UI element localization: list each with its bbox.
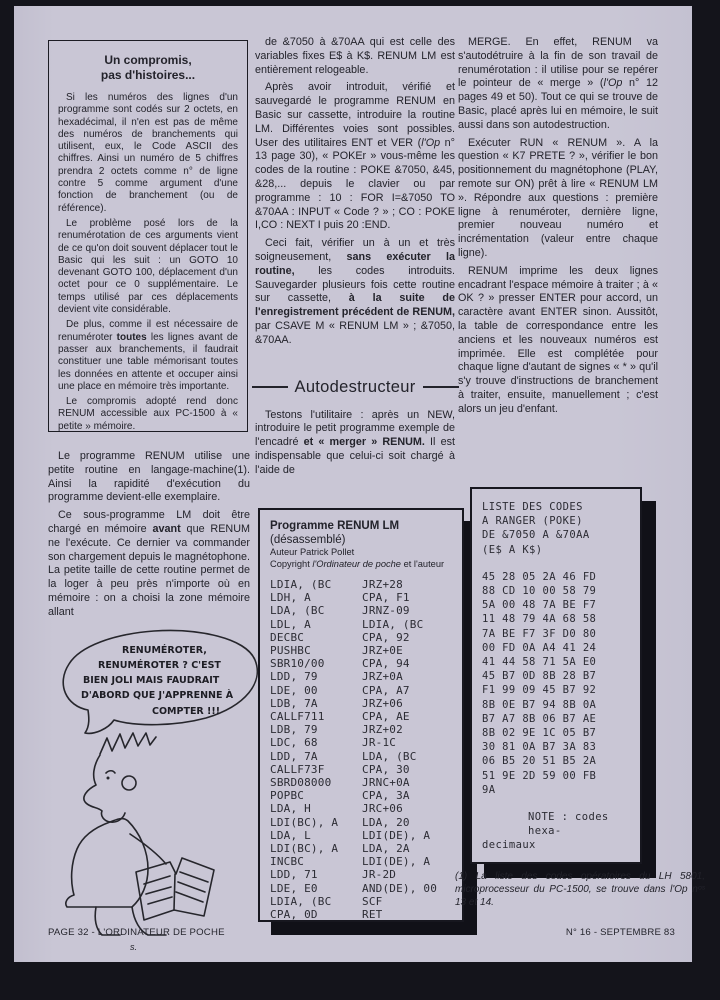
- artist-signature: s.: [130, 942, 138, 952]
- hex-row: 45 B7 0D 8B 28 B7: [482, 670, 597, 683]
- program-listing-box: [258, 508, 464, 922]
- code-row: [270, 736, 452, 749]
- footer-issue-label: N° 16 - SEPTEMBRE 83: [565, 927, 675, 938]
- code-row: [270, 710, 452, 723]
- column-3-text: [458, 36, 658, 511]
- code-left-cell: INCBC: [270, 855, 305, 869]
- hex-row: 51 9E 2D 59 00 FB: [482, 769, 597, 782]
- code-left-cell: LDA, H: [270, 802, 311, 816]
- listing-title: Programme RENUM LM (désassemblé): [270, 520, 400, 546]
- hex-row: 06 B5 20 51 B5 2A: [482, 755, 597, 768]
- hex-row: 30 81 0A B7 3A 83: [482, 741, 597, 754]
- section-heading-autodestructeur: [255, 378, 455, 397]
- code-right-cell: LDIA, (BC: [362, 617, 424, 631]
- code-row: [270, 816, 452, 829]
- hex-row: 5A 00 48 7A BE F7: [482, 599, 597, 612]
- code-left-cell: LDD, 71: [270, 868, 318, 882]
- character-eyebrow: [106, 771, 115, 773]
- body-paragraph: Ce sous-programme LM doit être chargé en mémoire avant que RENUM ne l'exécute. Ce dernier va commander son chargement depuis le magnétophone. La petite taille de cette routine permet de la loger à peu près n'importe où en mémoire : on a choisi la zone mémoire allant: [48, 509, 250, 618]
- body-paragraph: MERGE. En effet, RENUM va s'autodétruire à la fin de son travail de renumérotation : il utilise pour se repérer le pointeur de « merge » (l'Op n° 12 pages 49 et 50). Tout ce qui se trouve de Basic, placé après lui en mémoire, le suit aussi dans son autodestruction.: [458, 36, 658, 131]
- code-left-cell: SBRD08000: [270, 776, 332, 790]
- code-row: [270, 868, 452, 881]
- section-heading-label: Autodestructeur: [294, 377, 416, 396]
- code-row: [270, 750, 452, 763]
- code-row: [270, 789, 452, 802]
- code-right-cell: AND(DE), 00: [362, 881, 438, 895]
- hex-row: 9A: [482, 783, 496, 796]
- book-text-lines: [144, 872, 208, 904]
- cartoon-illustration: [36, 622, 270, 956]
- body-paragraph: Le programme RENUM utilise une petite routine en langage-machine(1). Ainsi la rapidité d'exécution du programme devient-elle exemplaire.: [48, 450, 250, 504]
- hex-codes-note-line: NOTE : codes hexa-: [528, 811, 609, 838]
- heading-rule-right: [423, 386, 459, 388]
- code-row: [270, 644, 452, 657]
- code-row: [270, 697, 452, 710]
- hex-codes-box: [470, 487, 642, 864]
- code-right-cell: LDI(DE), A: [362, 855, 431, 869]
- cartoon-character: [66, 733, 214, 952]
- character-ear: [122, 776, 136, 790]
- code-right-cell: LDA, (BC: [362, 749, 417, 763]
- character-eye: [107, 777, 110, 780]
- column-2-text: [255, 36, 455, 482]
- code-right-cell: JRC+06: [362, 802, 403, 816]
- code-left-cell: CALLF73F: [270, 762, 325, 776]
- code-row: [270, 657, 452, 670]
- code-left-cell: LDD, 7A: [270, 749, 318, 763]
- code-right-cell: CPA, 30: [362, 762, 410, 776]
- hex-codes-note-line: decimaux: [482, 839, 536, 852]
- listing-copyright: Copyright l'Ordinateur de poche et l'auteur: [270, 558, 445, 569]
- code-row: [270, 855, 452, 868]
- code-right-cell: JRNC+0A: [362, 776, 410, 790]
- intro-box-title: [58, 53, 238, 83]
- code-left-cell: LDE, E0: [270, 881, 318, 895]
- body-paragraph: Exécuter RUN « RENUM ». A la question « K7 PRETE ? », vérifier le bon positionnement du magnétophone (PLAY, remote sur ON) prêt à lire « RENUM LM ». Répondre aux questions : première ligne à renuméroter, dernière ligne, premier nouveau numéro et incrémentation (valeur entre chaque ligne).: [458, 136, 658, 259]
- code-row: [270, 802, 452, 815]
- code-right-cell: JRNZ-09: [362, 604, 410, 618]
- intro-box: [48, 40, 248, 432]
- code-left-cell: CPA, 0D: [270, 908, 318, 922]
- code-right-cell: CPA, 92: [362, 630, 410, 644]
- hex-row: 7A BE F7 3F D0 80: [482, 627, 597, 640]
- code-row: [270, 842, 452, 855]
- hex-row: F1 99 09 45 B7 92: [482, 684, 597, 697]
- hex-row: 88 CD 10 00 58 79: [482, 585, 597, 598]
- intro-paragraph: Le problème posé lors de la renumérotation de ces arguments vient de ce qu'on doit souvent déplacer tout le Basic qui les suit : un GOTO 10 devenant GOTO 100, déplacement d'un octet pour ce 0 supplémentaire. Le temps utilisé par ces déplacements devient vite considérable.: [58, 217, 238, 316]
- hex-row: 41 44 58 71 5A E0: [482, 656, 597, 669]
- book-spine: [174, 874, 175, 910]
- code-left-cell: LDI(BC), A: [270, 815, 339, 829]
- code-right-cell: JRZ+02: [362, 723, 403, 737]
- code-left-cell: PUSHBC: [270, 644, 311, 658]
- footer-page-label: PAGE 32 - L'ORDINATEUR DE POCHE: [48, 927, 225, 938]
- hex-codes-note: [482, 810, 630, 853]
- code-right-cell: LDA, 20: [362, 815, 410, 829]
- code-row: [270, 763, 452, 776]
- assembly-code-listing: [270, 578, 452, 921]
- code-right-cell: LDA, 2A: [362, 842, 410, 856]
- code-left-cell: LDL, A: [270, 617, 311, 631]
- code-row: [270, 723, 452, 736]
- code-row: [270, 618, 452, 631]
- hex-row: 8B 02 9E 1C 05 B7: [482, 727, 597, 740]
- code-row: [270, 631, 452, 644]
- speech-bubble-text: RENUMÉROTER ? C'EST: [98, 660, 221, 671]
- intro-paragraph: Le compromis adopté rend donc RENUM accessible aux PC-1500 à « petite » mémoire.: [58, 396, 238, 432]
- hex-codes-values: [482, 570, 630, 797]
- speech-bubble-text: RENUMÉROTER,: [122, 645, 207, 656]
- code-row: [270, 776, 452, 789]
- body-paragraph: Testons l'utilitaire : après un NEW, introduire le petit programme exemple de l'encadré et « merger » RENUM. Il est indispensable que celui-ci soit chargé à l'aide de: [255, 408, 455, 476]
- intro-title-line: pas d'histoires...: [100, 68, 196, 82]
- code-left-cell: LDI(BC), A: [270, 842, 339, 856]
- code-right-cell: LDI(DE), A: [362, 828, 431, 842]
- hex-row: 11 48 79 4A 68 58: [482, 613, 597, 626]
- body-paragraph: RENUM imprime les deux lignes encadrant l'espace mémoire à traiter ; à « OK ? » presser ENTER pour accord, un caractère avant ENTER sinon. Aussitôt, la table de correspondance entre les anciens et les nouveaux numéros est imprimée. Elle est complétée pour chaque ligne d'autant de signes « * » qu'il s'y trouve d'instructions de branchement à traiter, ensuite, manuellement ; c'est alors un jeu d'enfant.: [458, 264, 658, 415]
- code-left-cell: LDE, 00: [270, 683, 318, 697]
- code-left-cell: LDB, 7A: [270, 696, 318, 710]
- body-paragraph: de &7050 à &70AA qui est celle des variables fixes E$ à K$. RENUM LM est entièrement relogeable.: [255, 36, 455, 76]
- hex-row: 45 28 05 2A 46 FD: [482, 570, 597, 583]
- hex-codes-title-line: A RANGER (POKE): [482, 515, 583, 528]
- code-right-cell: JR-1C: [362, 736, 397, 750]
- code-right-cell: CPA, AE: [362, 710, 410, 724]
- code-left-cell: LDA, L: [270, 828, 311, 842]
- code-right-cell: CPA, F1: [362, 591, 410, 605]
- intro-paragraph: De plus, comme il est nécessaire de renuméroter toutes les lignes avant de passer aux branchements, il faudrait constituer une table mémorisant toutes les données en attente et occuper ainsi une place en mémoire très importante.: [58, 319, 238, 392]
- listing-author: Auteur Patrick Pollet: [270, 547, 355, 557]
- code-left-cell: POPBC: [270, 789, 305, 803]
- code-left-cell: DECBC: [270, 630, 305, 644]
- code-left-cell: LDIA, (BC: [270, 578, 332, 591]
- code-row: [270, 591, 452, 604]
- code-right-cell: JR-2D: [362, 868, 397, 882]
- code-right-cell: RET: [362, 908, 383, 922]
- hex-codes-title-line: LISTE DES CODES: [482, 501, 583, 513]
- hex-row: 00 FD 0A A4 41 24: [482, 641, 597, 654]
- code-right-cell: CPA, A7: [362, 683, 410, 697]
- hex-codes-title-line: DE &7050 A &70AA: [482, 529, 590, 542]
- character-sweater: [66, 819, 148, 907]
- code-row: [270, 684, 452, 697]
- heading-rule-left: [252, 386, 288, 388]
- speech-bubble-text: COMPTER !!!: [152, 706, 221, 717]
- code-right-cell: CPA, 94: [362, 657, 410, 671]
- code-row: [270, 829, 452, 842]
- code-left-cell: LDIA, (BC: [270, 894, 332, 908]
- code-left-cell: CALLF711: [270, 710, 325, 724]
- code-right-cell: JRZ+0A: [362, 670, 403, 684]
- code-row: [270, 908, 452, 921]
- footnote: (1) La liste des codes opératoires du LH 5801, microprocesseur du PC-1500, se trouve dans l'Op nᵒˢ 13 et 14.: [455, 871, 705, 908]
- speech-bubble-text: BIEN JOLI MAIS FAUDRAIT: [83, 675, 220, 686]
- hex-codes-title-line: (E$ A K$): [482, 543, 543, 556]
- intro-title-line: Un compromis,: [104, 53, 192, 67]
- code-left-cell: LDH, A: [270, 591, 311, 605]
- code-left-cell: LDB, 79: [270, 723, 318, 737]
- code-right-cell: SCF: [362, 894, 383, 908]
- hex-codes-title: [482, 500, 630, 557]
- code-left-cell: LDA, (BC: [270, 604, 325, 618]
- hex-row: B7 A7 8B 06 B7 AE: [482, 712, 597, 725]
- column-1-text: [48, 450, 250, 624]
- code-left-cell: SBR10/00: [270, 657, 325, 671]
- speech-bubble-text: D'ABORD QUE J'APPRENNE À: [81, 690, 234, 701]
- code-right-cell: JRZ+0E: [362, 644, 403, 658]
- code-row: [270, 604, 452, 617]
- character-face: [84, 755, 125, 822]
- character-hair: [100, 733, 156, 754]
- code-left-cell: LDD, 79: [270, 670, 318, 684]
- page-paper: [14, 6, 705, 962]
- body-paragraph: Après avoir introduit, vérifié et sauvegardé le programme RENUM en Basic sur cassette, introduire la routine LM. Différentes voies sont possibles. User des utilitaires ENT et VER (l'Op n° 13 page 30), « POKEr » vous-même les codes de la routine : POKE &7050, &45, &28,... depuis le clavier ou par programme : 10 : FOR I=&7050 TO &70AA : INPUT « Code ? » ; CO : POKE I,CO : NEXT I puis 20 :END.: [255, 81, 455, 232]
- speech-bubble: [63, 630, 257, 733]
- hex-row: 8B 0E B7 94 8B 0A: [482, 698, 597, 711]
- code-row: [270, 670, 452, 683]
- code-row: [270, 578, 452, 591]
- code-row: [270, 895, 452, 908]
- intro-paragraph: Si les numéros des lignes d'un programme sont codés sur 2 octets, en hexadécimal, il n'en est pas de même des numéros de branchements qui utilisent, eux, le Code ASCII des chiffres. Ainsi un numéro de 5 chiffres prendra 2 octets comme n° de ligne contre 5 comme argument d'une fonction de branchement (ou de référence).: [58, 92, 238, 214]
- code-right-cell: CPA, 3A: [362, 789, 410, 803]
- body-paragraph: Ceci fait, vérifier un à un et très soigneusement, sans exécuter la routine, les codes introduits. Sauvegarder plusieurs fois cette routine sur cassette, à la suite de l'enregistrement précédent de RENUM, par CSAVE M « RENUM LM » ; &7050, &70AA.: [255, 237, 456, 346]
- code-left-cell: LDC, 68: [270, 736, 318, 750]
- code-right-cell: JRZ+06: [362, 696, 403, 710]
- code-right-cell: JRZ+28: [362, 578, 403, 591]
- code-row: [270, 882, 452, 895]
